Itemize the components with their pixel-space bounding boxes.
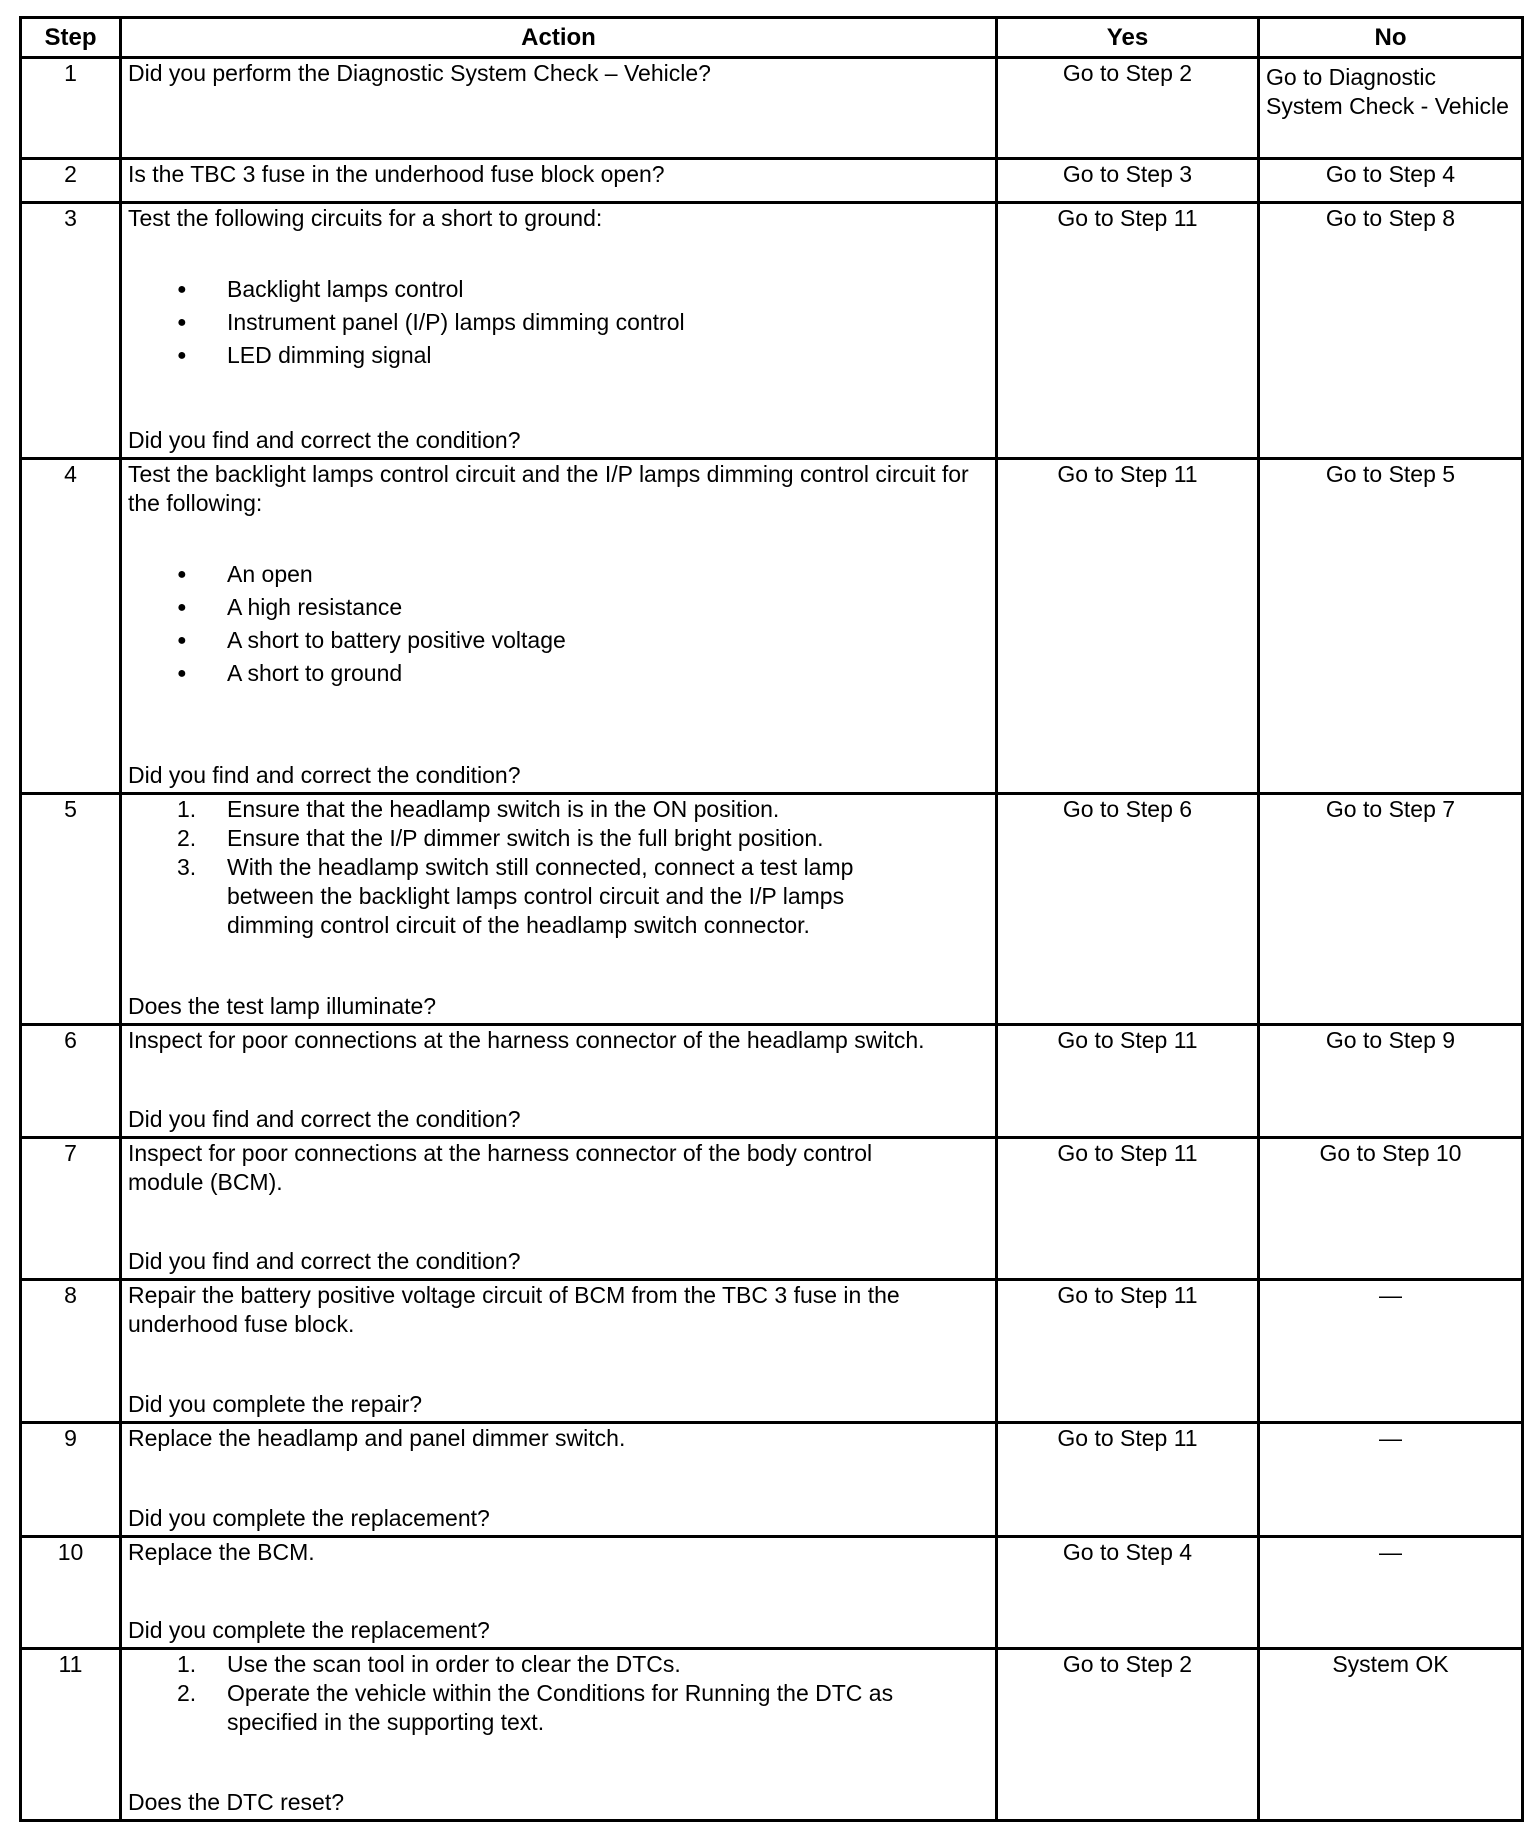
action-question: Did you find and correct the condition? xyxy=(128,761,521,788)
no-cell: Go to Step 8 xyxy=(1259,202,1523,458)
action-cell xyxy=(121,458,997,793)
action-question: Did you find and correct the condition? xyxy=(128,1105,521,1132)
list-item: ● A high resistance xyxy=(128,593,989,622)
list-item: ● Instrument panel (I/P) lamps dimming control xyxy=(128,308,989,337)
step-number: 3 xyxy=(21,202,121,458)
table-row-step-8 xyxy=(21,1280,1523,1423)
no-cell: Go to Step 4 xyxy=(1259,159,1523,202)
header-step: Step xyxy=(21,18,121,58)
bullet-list xyxy=(128,275,989,370)
table-row-step-6 xyxy=(21,1025,1523,1138)
table-row-step-5 xyxy=(21,793,1523,1024)
action-text: Test the backlight lamps control circuit and the I/P lamps dimming control circuit for the following: xyxy=(128,460,969,516)
action-question: Did you complete the replacement? xyxy=(128,1504,490,1531)
table-row-step-7 xyxy=(21,1137,1523,1280)
step-number: 8 xyxy=(21,1280,121,1423)
list-item: 2. Operate the vehicle within the Conditions for Running the DTC as specified in the supporting text. xyxy=(177,1680,894,1736)
table-row-step-10 xyxy=(21,1536,1523,1649)
table-row-step-1 xyxy=(21,58,1523,159)
action-question: Did you find and correct the condition? xyxy=(128,426,521,453)
action-cell xyxy=(121,202,997,458)
header-row xyxy=(21,18,1523,58)
step-number: 5 xyxy=(21,793,121,1024)
action-text: Replace the BCM. xyxy=(128,1538,315,1565)
no-cell: Go to Step 9 xyxy=(1259,1025,1523,1138)
step-number: 9 xyxy=(21,1423,121,1537)
action-question: Did you complete the replacement? xyxy=(128,1617,490,1644)
step-number: 10 xyxy=(21,1536,121,1649)
action-question: Does the test lamp illuminate? xyxy=(128,993,437,1020)
action-text: Inspect for poor connections at the harness connector of the body control module (BCM). xyxy=(128,1139,873,1195)
yes-cell: Go to Step 2 xyxy=(997,1649,1259,1821)
step-number: 7 xyxy=(21,1137,121,1280)
table-row-step-3 xyxy=(21,202,1523,458)
numbered-list xyxy=(128,1650,989,1737)
yes-cell: Go to Step 11 xyxy=(997,1137,1259,1280)
yes-cell: Go to Step 2 xyxy=(997,58,1259,159)
list-item: ● LED dimming signal xyxy=(128,341,989,370)
list-item: 3. With the headlamp switch still connected, connect a test lamp between the backlight lamps control circuit and the I/P lamps dimming control circuit of the headlamp switch connector. xyxy=(177,853,854,938)
table-row-step-4 xyxy=(21,458,1523,793)
action-cell xyxy=(121,58,997,159)
no-cell: System OK xyxy=(1259,1649,1523,1821)
action-question: Did you complete the repair? xyxy=(128,1391,423,1418)
header-action: Action xyxy=(121,18,997,58)
header-yes: Yes xyxy=(997,18,1259,58)
no-cell: Go to Step 5 xyxy=(1259,458,1523,793)
yes-cell: Go to Step 11 xyxy=(997,1423,1259,1537)
no-cell: — xyxy=(1259,1423,1523,1537)
list-item: ● An open xyxy=(128,560,989,589)
action-question: Does the DTC reset? xyxy=(128,1789,345,1815)
action-text: Did you perform the Diagnostic System Check – Vehicle? xyxy=(128,60,711,86)
action-cell xyxy=(121,1649,997,1821)
table-row-step-11 xyxy=(21,1649,1523,1821)
no-cell: Go to Step 7 xyxy=(1259,793,1523,1024)
step-number: 1 xyxy=(21,58,121,159)
list-item: ● Backlight lamps control xyxy=(128,275,989,304)
action-question: Did you find and correct the condition? xyxy=(128,1248,521,1275)
action-cell xyxy=(121,1536,997,1649)
no-cell: Go to Diagnostic System Check - Vehicle xyxy=(1259,58,1523,159)
list-item: 1. Use the scan tool in order to clear the DTCs. xyxy=(177,1651,681,1678)
list-item: 1. Ensure that the headlamp switch is in the ON position. xyxy=(177,795,780,822)
no-cell: — xyxy=(1259,1280,1523,1423)
action-text: Replace the headlamp and panel dimmer switch. xyxy=(128,1425,626,1452)
yes-cell: Go to Step 11 xyxy=(997,202,1259,458)
list-item: ● A short to ground xyxy=(128,659,989,688)
step-number: 6 xyxy=(21,1025,121,1138)
no-cell: — xyxy=(1259,1536,1523,1649)
yes-cell: Go to Step 11 xyxy=(997,1280,1259,1423)
table-row-step-2 xyxy=(21,159,1523,202)
no-cell: Go to Step 10 xyxy=(1259,1137,1523,1280)
yes-cell: Go to Step 4 xyxy=(997,1536,1259,1649)
action-cell xyxy=(121,159,997,202)
action-cell xyxy=(121,1137,997,1280)
header-no: No xyxy=(1259,18,1523,58)
action-text: Inspect for poor connections at the harness connector of the headlamp switch. xyxy=(128,1027,925,1054)
table-row-step-9 xyxy=(21,1423,1523,1537)
action-cell xyxy=(121,1423,997,1537)
action-text: Is the TBC 3 fuse in the underhood fuse block open? xyxy=(128,161,665,188)
list-item: 2. Ensure that the I/P dimmer switch is the full bright position. xyxy=(177,824,824,851)
diagnostic-table xyxy=(19,16,1524,1822)
yes-cell: Go to Step 6 xyxy=(997,793,1259,1024)
yes-cell: Go to Step 3 xyxy=(997,159,1259,202)
bullet-list xyxy=(128,560,989,688)
step-number: 4 xyxy=(21,458,121,793)
action-cell xyxy=(121,1025,997,1138)
action-text: Repair the battery positive voltage circuit of BCM from the TBC 3 fuse in the underhood fuse block. xyxy=(128,1282,900,1338)
step-number: 11 xyxy=(21,1649,121,1821)
list-item: ● A short to battery positive voltage xyxy=(128,626,989,655)
yes-cell: Go to Step 11 xyxy=(997,458,1259,793)
action-cell xyxy=(121,793,997,1024)
numbered-list xyxy=(128,795,989,940)
step-number: 2 xyxy=(21,159,121,202)
action-text: Test the following circuits for a short to ground: xyxy=(128,204,603,231)
yes-cell: Go to Step 11 xyxy=(997,1025,1259,1138)
action-cell xyxy=(121,1280,997,1423)
